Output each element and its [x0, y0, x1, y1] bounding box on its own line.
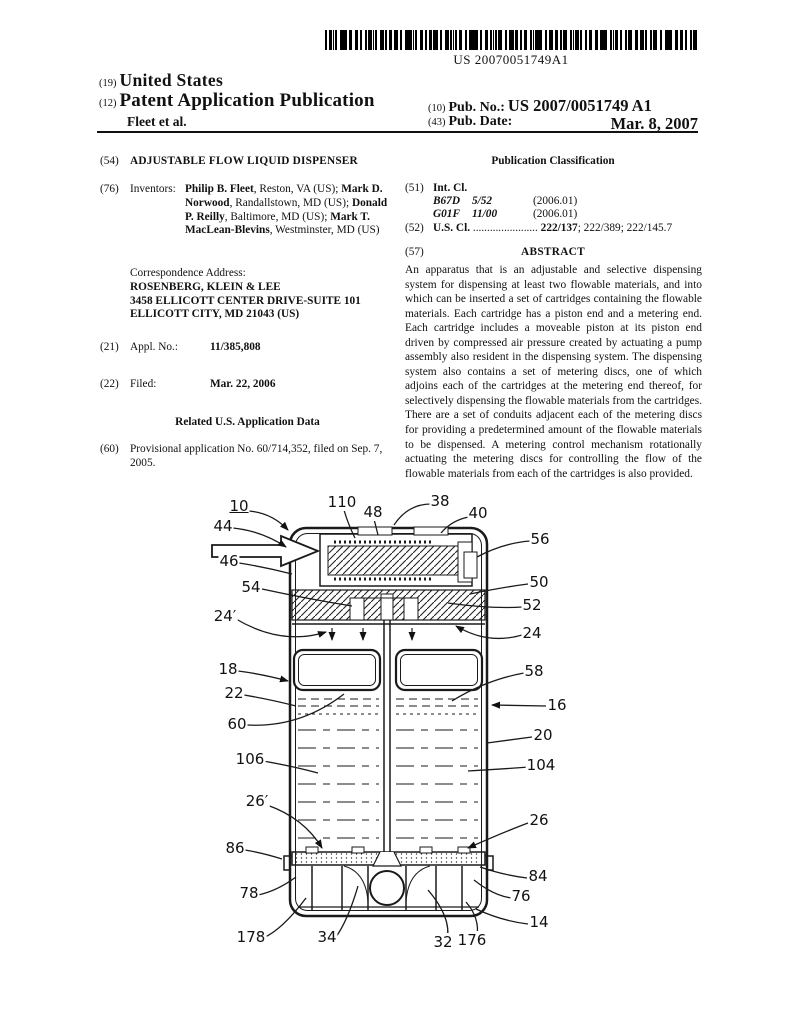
figure-label-26: 26: [529, 811, 549, 829]
figure-label-26-prime: 26′: [245, 792, 269, 810]
correspondence-line: 3458 ELLICOTT CENTER DRIVE-SUITE 101: [130, 294, 361, 307]
pub-date-value: Mar. 8, 2007: [610, 114, 698, 133]
int-cl-label: Int. Cl.: [433, 182, 468, 194]
int-cl-subclass: 11/00: [472, 208, 498, 220]
figure-label-76: 76: [511, 887, 531, 905]
int-cl-subclass: 5/52: [472, 195, 493, 207]
pub-date-tag: (43): [428, 117, 446, 128]
us-cl-rest: ; 222/389; 222/145.7: [577, 222, 673, 234]
doc-type-tag: (12): [99, 98, 117, 109]
provisional-text: Provisional application No. 60/714,352, filed on Sep. 7, 2005.: [130, 443, 383, 469]
figure-label-52: 52: [522, 596, 542, 614]
title-tag: (54): [100, 155, 119, 167]
us-cl-dots: .......................: [472, 222, 538, 234]
figure-label-44: 44: [213, 517, 233, 535]
int-cl-year: (2006.01): [533, 195, 578, 207]
figure-label-86: 86: [225, 839, 245, 857]
figure-label-110: 110: [327, 493, 357, 511]
figure-label-176: 176: [457, 931, 487, 949]
filed-value: Mar. 22, 2006: [210, 378, 276, 390]
abstract-text: An apparatus that is an adjustable and selective dispensing system for dispensing at least two flowable materials, and into which can be inserted a set of cartridges containing the flowable materials. Each cartridge has a piston end and a metering end. Each cartridge includes a moveable piston at its piston end driven by compressed air pressure created by actuating a pump assembly also resident in the dispensing system. The dispensing system also contains a set of metering discs, one of which adjoins each of the cartridges at the metering end thereof, for selectively dispensing the flowable materials from the cartridges. There are a set of conduits adjacent each of the metering discs for providing a predetermined amount of the flowable materials to be dispensed. A metering control mechanism rotationally actuating the metering discs for controlling the flow of the flowable materials from each of the cartridges is also provided.: [405, 264, 702, 480]
figure-label-14: 14: [529, 913, 549, 931]
abstract-heading: ABSTRACT: [521, 246, 585, 258]
correspondence-line: ROSENBERG, KLEIN & LEE: [130, 280, 281, 293]
int-cl-code: G01F: [433, 208, 460, 220]
figure-label-58: 58: [524, 662, 544, 680]
int-cl-tag: (51): [405, 182, 424, 194]
inventor-location: , Westminster, MD (US): [269, 224, 380, 237]
header-authors: Fleet et al.: [127, 114, 187, 129]
inventor-name: Mark T. MacLean-Blevins: [185, 210, 370, 237]
appl-no-value: 11/385,808: [210, 341, 261, 353]
figure-label-106: 106: [235, 750, 265, 768]
figure-label-104: 104: [526, 756, 556, 774]
figure-label-178: 178: [236, 928, 266, 946]
barcode-number: US 20070051749A1: [453, 52, 569, 67]
invention-title: ADJUSTABLE FLOW LIQUID DISPENSER: [130, 155, 358, 167]
inventors-tag: (76): [100, 183, 119, 195]
related-data-heading: Related U.S. Application Data: [175, 416, 320, 428]
figure-label-40: 40: [468, 504, 488, 522]
provisional-tag: (60): [100, 443, 119, 455]
int-cl-code: B67D: [433, 195, 460, 207]
inventor-location: , Baltimore, MD (US);: [224, 210, 331, 223]
filed-tag: (22): [100, 378, 119, 390]
correspondence-label: Correspondence Address:: [130, 267, 246, 279]
inventor-name: Philip B. Fleet: [185, 183, 254, 195]
figure-label-16: 16: [547, 696, 567, 714]
int-cl-year: (2006.01): [533, 208, 578, 220]
country-name: United States: [119, 70, 224, 90]
abstract-tag: (57): [405, 246, 424, 258]
pub-no-tag: (10): [428, 103, 446, 114]
figure-label-60: 60: [227, 715, 247, 733]
inventor-location: , Reston, VA (US);: [253, 183, 342, 195]
appl-no-tag: (21): [100, 341, 119, 353]
correspondence-line: ELLICOTT CITY, MD 21043 (US): [130, 308, 300, 321]
figure-label-34: 34: [317, 928, 337, 946]
filed-label: Filed:: [130, 378, 157, 390]
inventor-name: Mark D. Norwood: [185, 183, 383, 209]
us-cl-primary: 222/137: [540, 222, 578, 234]
figure-label-84: 84: [528, 867, 548, 885]
country-tag: (19): [99, 78, 117, 89]
pub-no-value: US 2007/0051749 A1: [507, 96, 652, 115]
figure-label-78: 78: [239, 884, 259, 902]
figure-label-50: 50: [529, 573, 549, 591]
figure-label-18: 18: [218, 660, 238, 678]
figure-label-46: 46: [219, 552, 239, 570]
figure-label-22: 22: [224, 684, 244, 702]
figure-label-10: 10: [229, 497, 249, 515]
pub-date-label: Pub. Date:: [448, 114, 513, 129]
publication-classification-heading: Publication Classification: [491, 155, 615, 167]
inventors-label: Inventors:: [130, 183, 176, 195]
us-cl-tag: (52): [405, 222, 424, 234]
inventor-location: , Randallstown, MD (US);: [229, 196, 352, 209]
figure-label-24: 24: [522, 624, 542, 642]
inventor-name: Donald P. Reilly: [185, 196, 388, 223]
appl-no-label: Appl. No.:: [130, 341, 179, 353]
figure-label-20: 20: [533, 726, 553, 744]
pub-no-label: Pub. No.:: [448, 100, 505, 115]
doc-type-title: Patent Application Publication: [119, 90, 375, 111]
figure-label-24-prime: 24′: [213, 607, 237, 625]
figure-label-38: 38: [430, 492, 450, 510]
figure-label-54: 54: [241, 578, 261, 596]
us-cl-label: U.S. Cl.: [433, 222, 471, 234]
figure-label-32: 32: [433, 933, 453, 951]
figure-label-48: 48: [363, 503, 383, 521]
figure-label-56: 56: [530, 530, 550, 548]
